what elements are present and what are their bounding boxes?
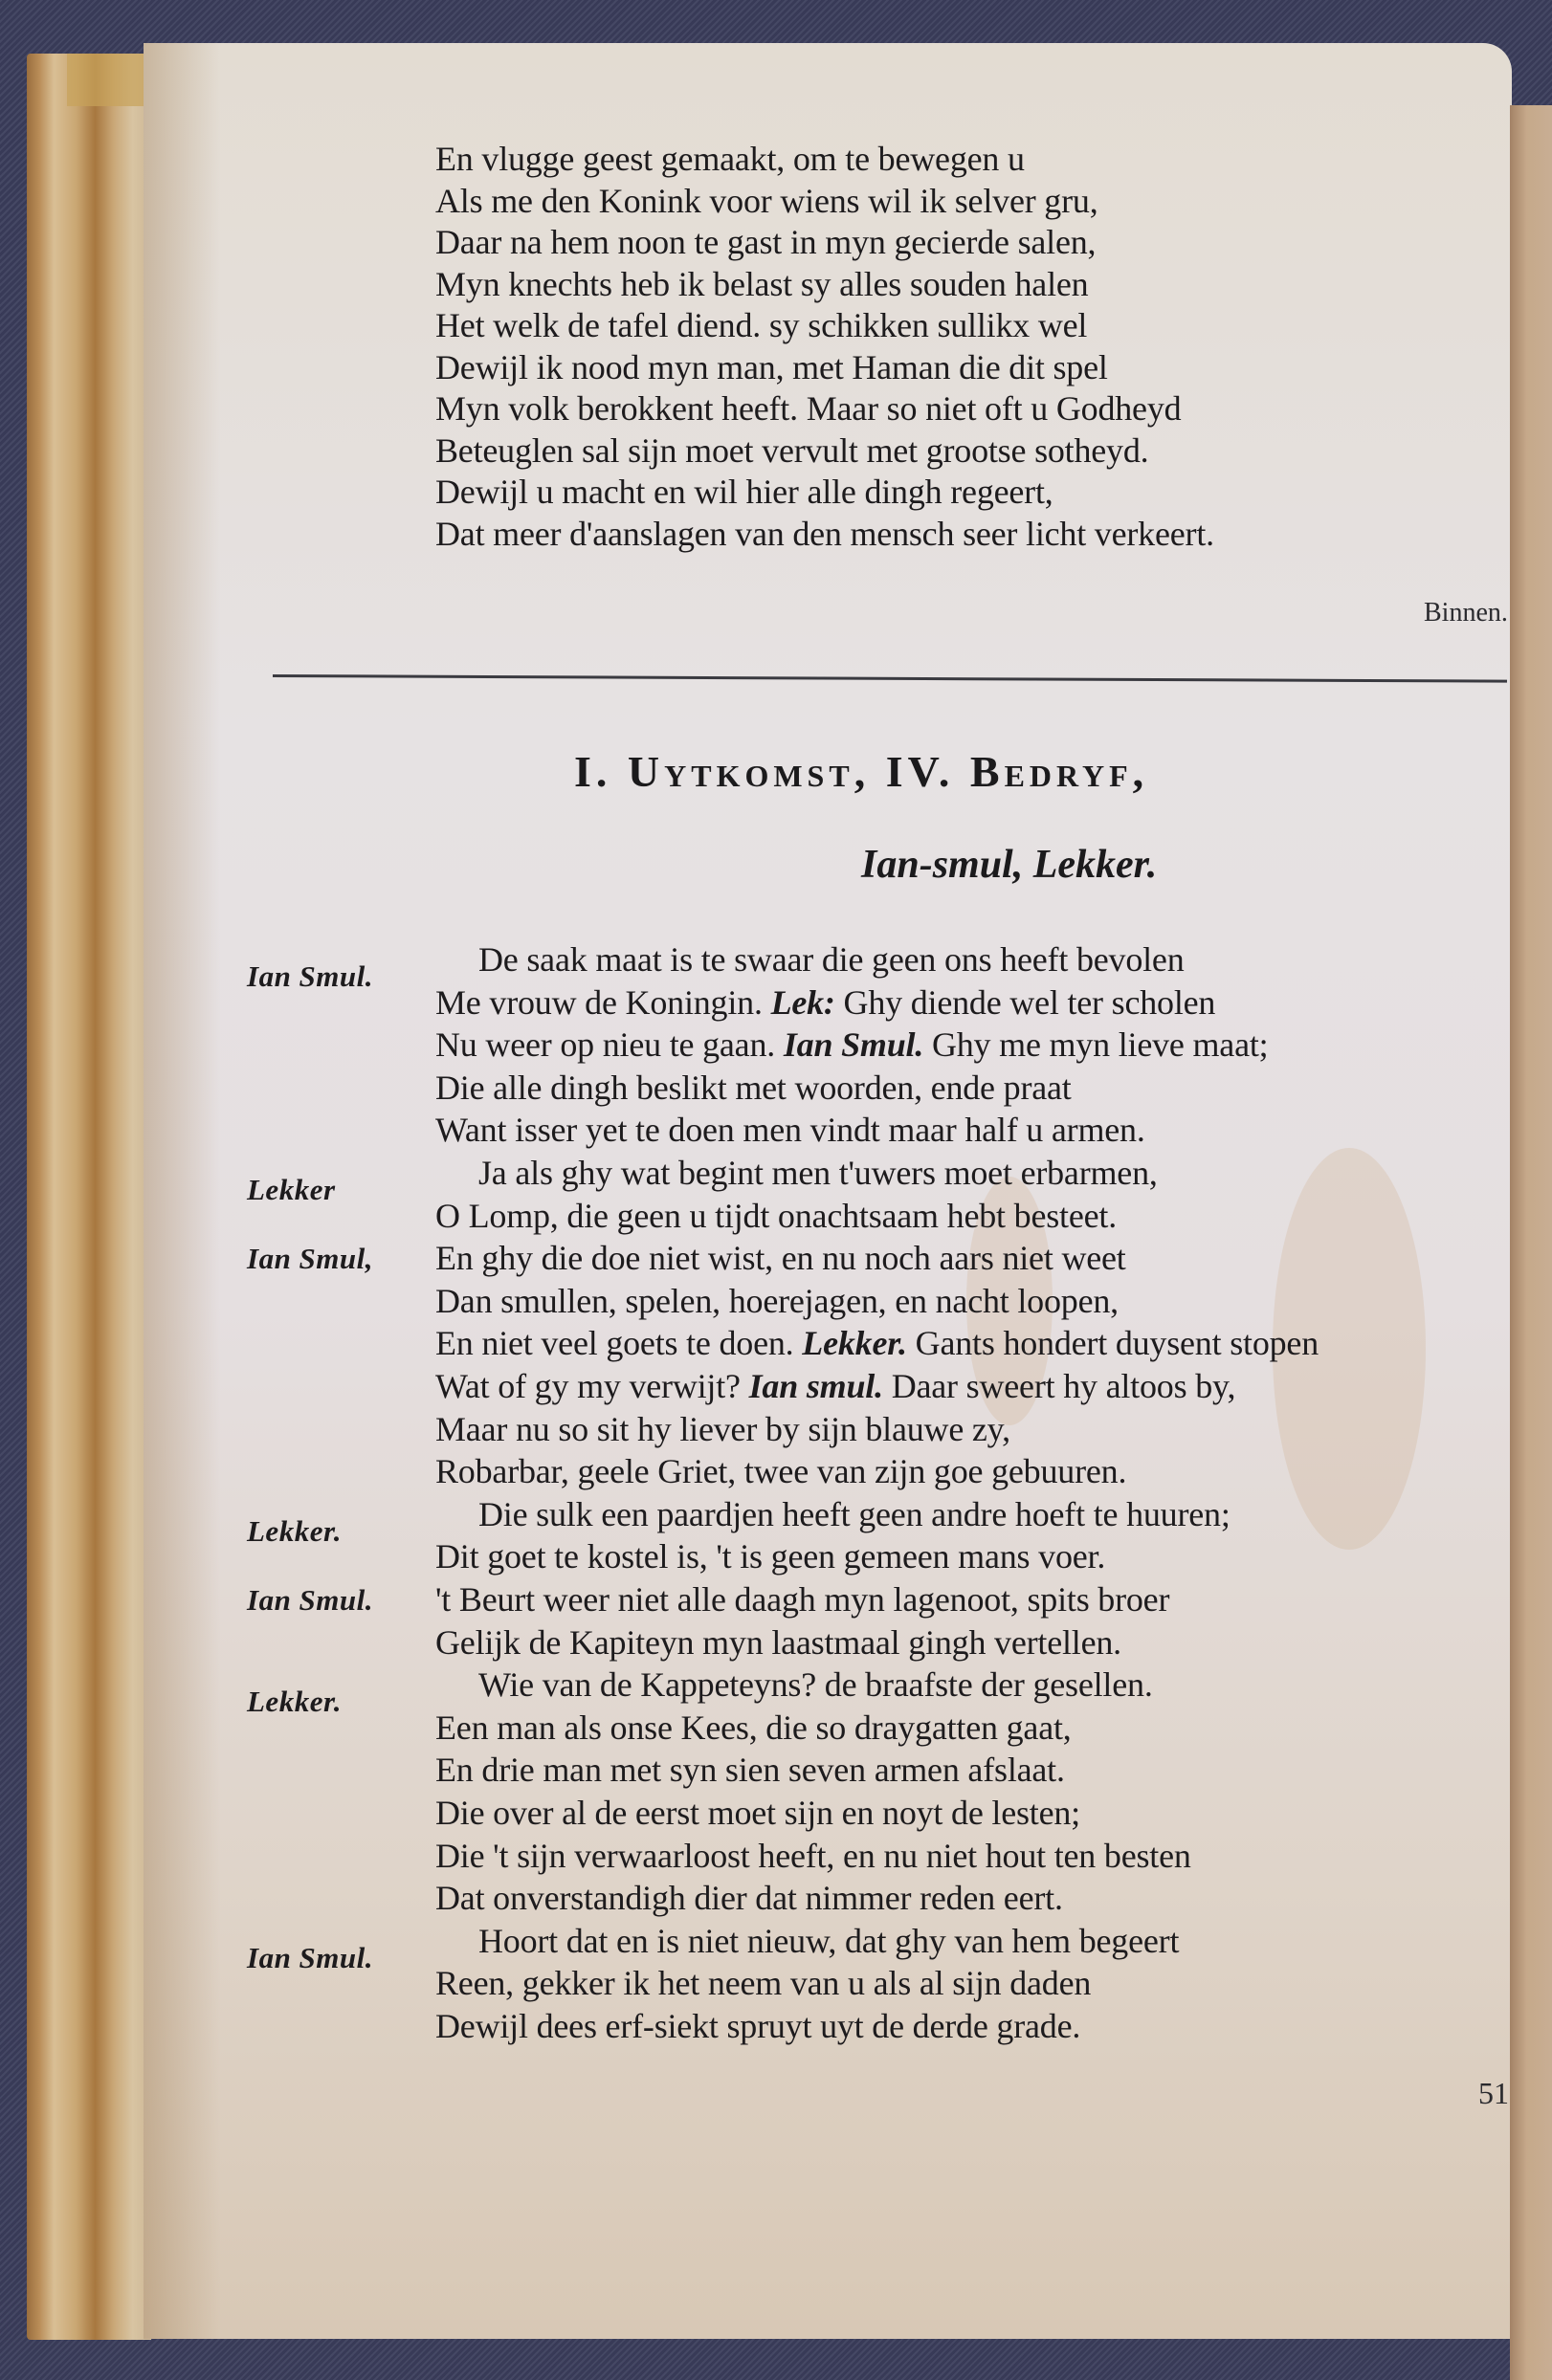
speaker-label: Lekker. (247, 1513, 343, 1548)
dialogue-line: En drie man met syn sien seven armen afslaat. (435, 1751, 1065, 1790)
inline-speaker-label: Lek: (770, 982, 835, 1022)
dialogue-line: Maar nu so sit hy liever by sijn blauwe zy, (435, 1409, 1010, 1448)
spine-top-fragment (67, 54, 153, 106)
stanza-line: Myn knechts heb ik belast sy alles souden halen (435, 264, 1089, 303)
stanza-line: Dewijl ik nood myn man, met Haman die dit spel (435, 347, 1108, 386)
dialogue-text: En niet veel goets te doen. (435, 1324, 803, 1363)
speaker-label: Ian Smul, (247, 1242, 374, 1276)
stanza-line: Als me den Konink voor wiens wil ik selver gru, (435, 181, 1098, 220)
dialogue-text: Gants hondert duysent stopen (906, 1324, 1319, 1363)
catchword: Binnen. (1424, 598, 1508, 628)
dialogue-line: O Lomp, die geen u tijdt onachtsaam hebt besteet. (435, 1196, 1117, 1235)
speaker-label: Lekker (247, 1173, 336, 1206)
dialogue-line (435, 1025, 1269, 1065)
act-heading: I. Uytkomst, IV. Bedryf, (574, 747, 1149, 796)
speaker-label: Ian Smul. (247, 959, 374, 993)
dialogue-line (435, 982, 1216, 1022)
dialogue-line: Want isser yet te doen men vindt maar half u armen. (435, 1111, 1145, 1150)
stanza-line: Daar na hem noon te gast in myn gecierde salen, (435, 223, 1097, 261)
dialogue-line: Hoort dat en is niet nieuw, dat ghy van hem begeert (478, 1921, 1180, 1960)
facing-page-edge (1510, 105, 1552, 2380)
inline-speaker-label: Ian smul. (748, 1367, 883, 1405)
dialogue-line: Robarbar, geele Griet, twee van zijn goe gebuuren. (435, 1452, 1127, 1491)
speaker-label: Ian Smul. (247, 1940, 374, 1974)
characters-heading: Ian-smul, Lekker. (861, 843, 1158, 887)
dialogue-line: Die over al de eerst moet sijn en noyt de lesten; (435, 1794, 1080, 1832)
dialogue-line: 't Beurt weer niet alle daagh myn lagenoot, spits broer (435, 1580, 1170, 1619)
dialogue-line: De saak maat is te swaar die geen ons heeft bevolen (478, 940, 1185, 979)
speaker-label: Lekker. (247, 1685, 343, 1719)
inline-speaker-label: Lekker. (802, 1324, 907, 1363)
dialogue-line: Dit goet te kostel is, 't is geen gemeen mans voer. (435, 1537, 1106, 1576)
stanza-line: Beteuglen sal sijn moet vervult met grootse sotheyd. (435, 430, 1149, 470)
dialogue-line: Dewijl dees erf-siekt spruyt uyt de derde grade. (435, 2007, 1081, 2045)
dialogue-line: Die sulk een paardjen heeft geen andre hoeft te huuren; (478, 1494, 1231, 1533)
stanza-line: Het welk de tafel diend. sy schikken sullikx wel (435, 306, 1088, 344)
dialogue-text: Ghy me myn lieve maat; (923, 1025, 1269, 1065)
dialogue-line: En ghy die doe niet wist, en nu noch aars niet weet (435, 1239, 1126, 1278)
dialogue-line: Die alle dingh beslikt met woorden, ende praat (435, 1068, 1072, 1107)
dialogue-line (435, 1369, 1235, 1403)
stanza-line: Dewijl u macht en wil hier alle dingh regeert, (435, 473, 1053, 511)
inline-speaker-label: Ian Smul. (783, 1025, 924, 1065)
dialogue-line: Reen, gekker ik het neem van u als al sijn daden (435, 1964, 1092, 2003)
dialogue-line: Wie van de Kappeteyns? de braafste der gesellen. (478, 1665, 1153, 1705)
dialogue-line: Die 't sijn verwaarloost heeft, en nu niet hout ten besten (435, 1836, 1191, 1875)
stanza-line: Myn volk berokkent heeft. Maar so niet oft u Godheyd (435, 389, 1182, 428)
dialogue-text: Daar sweert hy altoos by, (882, 1367, 1236, 1405)
speaker-label: Ian Smul. (247, 1583, 374, 1617)
dialogue-line: Gelijk de Kapiteyn myn laastmaal gingh vertellen. (435, 1622, 1121, 1662)
stanza-line: En vlugge geest gemaakt, om te bewegen u (435, 140, 1025, 178)
dialogue-line: Ja als ghy wat begint men t'uwers moet erbarmen, (478, 1154, 1158, 1192)
dialogue-line: Dan smullen, spelen, hoerejagen, en nacht loopen, (435, 1281, 1119, 1320)
dialogue-line: Dat onverstandigh dier dat nimmer reden eert. (435, 1879, 1063, 1918)
dialogue-text: Ghy diende wel ter scholen (834, 982, 1216, 1022)
gutter-shadow (144, 43, 220, 2339)
page-number: 51 (1478, 2076, 1509, 2110)
dialogue-line: Een man als onse Kees, die so draygatten gaat, (435, 1708, 1072, 1747)
dialogue-text: Me vrouw de Koningin. (435, 982, 771, 1022)
dialogue-line (435, 1324, 1319, 1363)
dialogue-text: Nu weer op nieu te gaan. (435, 1025, 784, 1065)
book-spine-edge (27, 54, 151, 2340)
dialogue-text: Wat of gy my verwijt? (435, 1367, 749, 1405)
stanza-line: Dat meer d'aanslagen van den mensch seer licht verkeert. (435, 514, 1214, 553)
